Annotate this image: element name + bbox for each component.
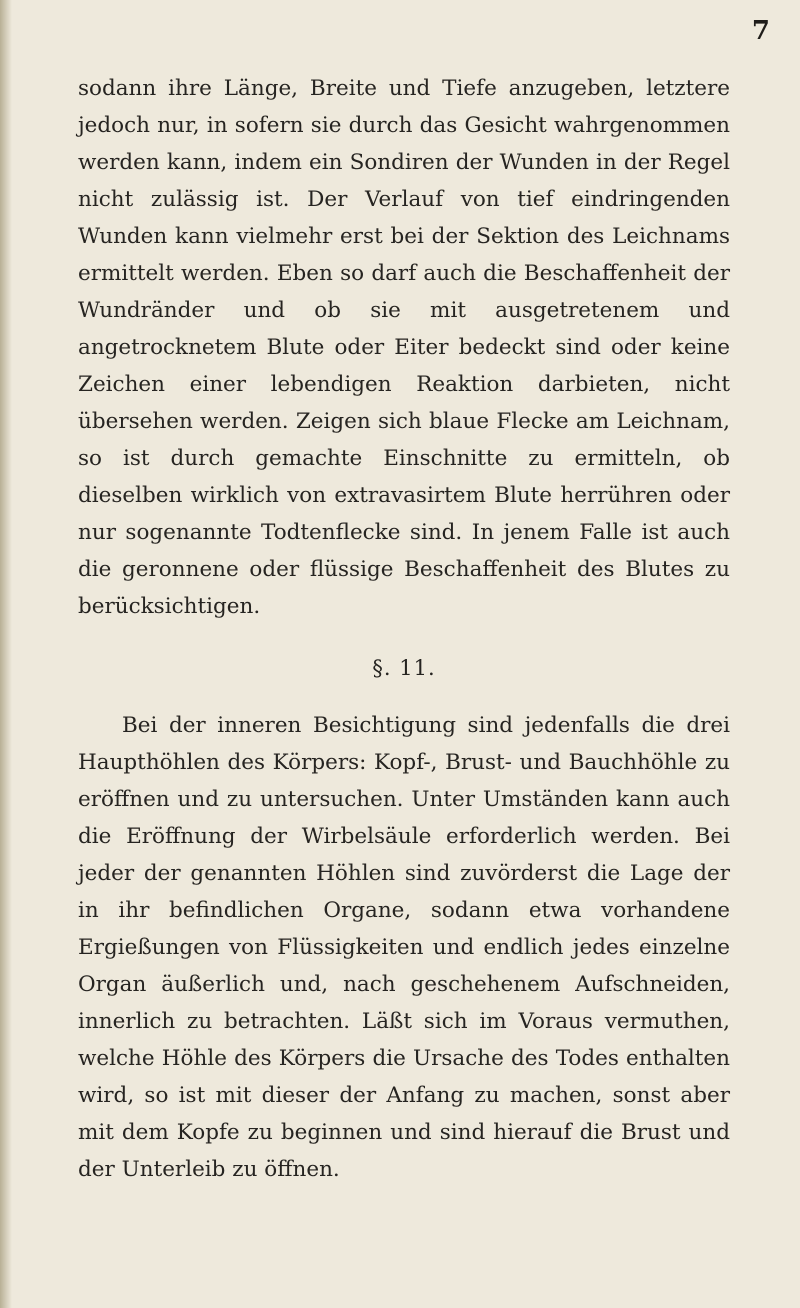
page-edge-shadow [0,0,12,1308]
paragraph-inner-inspection: Bei der inneren Besichtigung sind jedenfalls die drei Haupthöhlen des Körpers: Kopf-, Brust- und Bauchhöhle zu eröffnen und zu untersuchen. Unter Umständen kann auch die Eröffnung der Wirbelsäule erforderlich werden. Bei jeder der genannten Höhlen sind zuvörderst die Lage der in ihr befindlichen Organe, sodann etwa vorhandene Ergießungen von Flüssigkeiten und endlich jedes einzelne Organ äußerlich und, nach geschehenem Aufschneiden, innerlich zu betrachten. Läßt sich im Voraus vermuthen, welche Höhle des Körpers die Ursache des Todes enthalten wird, so ist mit dieser der Anfang zu machen, sonst aber mit dem Kopfe zu beginnen und sind hierauf die Brust und der Unterleib zu öffnen. [78,713,730,1182]
page-number: 7 [751,16,770,46]
section-heading: §. 11. [372,656,436,680]
paragraph-continued: sodann ihre Länge, Breite und Tiefe anzugeben, letztere jedoch nur, in sofern sie durch das Gesicht wahrgenommen werden kann, indem ein Sondiren der Wunden in der Regel nicht zulässig ist. Der Verlauf von tief eindringenden Wunden kann vielmehr erst bei der Sektion des Leichnams ermittelt werden. Eben so darf auch die Beschaffenheit der Wundränder und ob sie mit ausgetretenem und angetrocknetem Blute oder Eiter bedeckt sind oder keine Zeichen einer lebendigen Reaktion darbieten, nicht übersehen werden. Zeigen sich blaue Flecke am Leichnam, so ist durch gemachte Einschnitte zu ermitteln, ob dieselben wirklich von extravasirtem Blute herrühren oder nur sogenannte Todtenflecke sind. In jenem Falle ist auch die geronnene oder flüssige Beschaffenheit des Blutes zu berücksichtigen. [78,76,730,619]
